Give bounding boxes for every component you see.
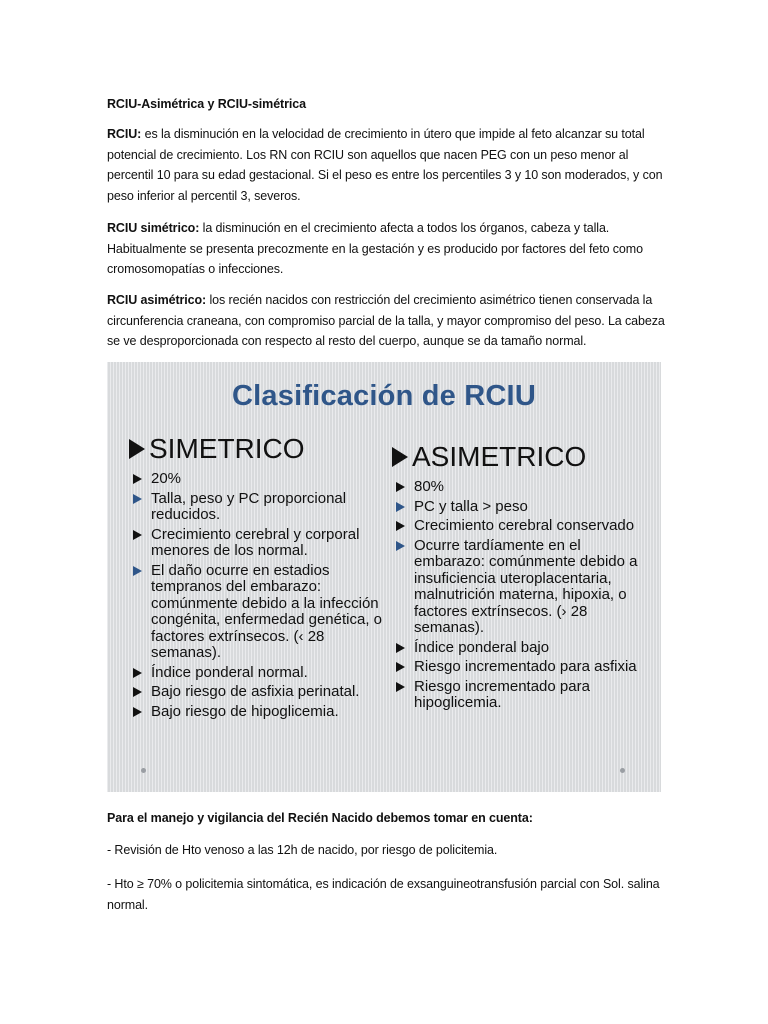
list-item	[129, 704, 384, 721]
column-heading-label: SIMETRICO	[149, 433, 305, 464]
paragraph-revision-hto: - Revisión de Hto venoso a las 12h de nacido, por riesgo de policitemia.	[107, 843, 498, 857]
list-item-text: Índice ponderal normal.	[151, 663, 308, 681]
paragraph-text: la disminución en el crecimiento afecta a todos los órganos, cabeza y talla. Habitualmente se presenta precozmente en la gestación y es producido por factores del feto como cromosomopatías o infecciones.	[107, 221, 643, 276]
list-item-text: Índice ponderal bajo	[414, 638, 550, 656]
document-title: RCIU-Asimétrica y RCIU-simétrica	[107, 97, 306, 111]
triangle-bullet-icon	[396, 662, 405, 672]
paragraph-rciu-definition	[107, 124, 667, 206]
triangle-bullet-icon	[396, 521, 405, 531]
list-item	[392, 640, 654, 657]
triangle-bullet-icon	[133, 474, 142, 484]
list-item-text: PC y talla > peso	[414, 497, 528, 515]
list-item-text: 80%	[414, 478, 445, 495]
paragraph-rciu-simetrico	[107, 218, 667, 280]
list-item	[392, 538, 654, 637]
list-item	[129, 563, 384, 662]
term-rciu: RCIU:	[107, 127, 142, 141]
triangle-bullet-icon	[133, 668, 142, 678]
column-heading-label: ASIMETRICO	[412, 441, 587, 472]
list-item	[392, 499, 654, 516]
slide-column-asimetrico	[392, 440, 654, 715]
list-item	[392, 659, 654, 676]
paragraph-text: los recién nacidos con restricción del crecimiento asimétrico tienen conservada la circunferencia craneana, con compromiso parcial de la talla, y mayor compromiso del peso. La cabeza se ve desproporcionada con respecto al resto del cuerpo, aunque se da tamaño normal.	[107, 293, 665, 348]
list-item-text: El daño ocurre en estadios tempranos del embarazo: comúnmente debido a la infección congénita, enfermedad genética, o factores extrínsecos. (‹ 28 semanas).	[151, 561, 382, 661]
decorative-dot	[141, 768, 146, 773]
list-item	[129, 471, 384, 488]
classification-slide-image	[107, 362, 661, 792]
list-item	[129, 665, 384, 682]
list-item-text: Ocurre tardíamente en el embarazo: comúnmente debido a insuficiencia uteroplacentaria, malnutrición materna, hipoxia, o factores extrínsecos. (› 28 semanas).	[414, 536, 638, 636]
triangle-bullet-icon	[133, 530, 142, 540]
triangle-bullet-icon	[396, 541, 405, 551]
bullet-list	[129, 471, 384, 720]
term-rciu-simetrico: RCIU simétrico:	[107, 221, 200, 235]
list-item	[392, 679, 654, 712]
triangle-bullet-icon	[396, 482, 405, 492]
column-heading	[392, 440, 654, 474]
list-item	[129, 527, 384, 560]
triangle-bullet-icon	[396, 643, 405, 653]
slide-column-simetrico	[129, 432, 384, 723]
triangle-bullet-icon	[133, 707, 142, 717]
triangle-bullet-icon	[129, 439, 145, 459]
column-heading	[129, 432, 384, 466]
list-item	[129, 491, 384, 524]
paragraph-rciu-asimetrico	[107, 290, 667, 352]
list-item-text: 20%	[151, 470, 182, 487]
list-item-text: Riesgo incrementado para hipoglicemia.	[414, 677, 590, 711]
triangle-bullet-icon	[396, 502, 405, 512]
paragraph-text: es la disminución en la velocidad de crecimiento in útero que impide al feto alcanzar su total potencial de crecimiento. Los RN con RCIU son aquellos que nacen PEG con un peso menor al percentil 10 para su edad gestacional. Si el peso es entre los percentiles 3 y 10 son moderados, y con peso inferior al percentil 3, severos.	[107, 127, 663, 203]
list-item-text: Crecimiento cerebral conservado	[414, 517, 635, 534]
paragraph-hto-policitemia: - Hto ≥ 70% o policitemia sintomática, es indicación de exsanguineotransfusión parcial con Sol. salina normal.	[107, 877, 660, 912]
triangle-bullet-icon	[392, 447, 408, 467]
triangle-bullet-icon	[133, 494, 142, 504]
list-item-text: Bajo riesgo de hipoglicemia.	[151, 702, 339, 720]
triangle-bullet-icon	[396, 682, 405, 692]
section-heading-manejo: Para el manejo y vigilancia del Recién Nacido debemos tomar en cuenta:	[107, 811, 533, 825]
list-item-text: Talla, peso y PC proporcional reducidos.	[151, 489, 347, 523]
bullet-list	[392, 479, 654, 712]
decorative-dot	[620, 768, 625, 773]
list-item-text: Bajo riesgo de asfixia perinatal.	[151, 683, 360, 700]
term-rciu-asimetrico: RCIU asimétrico:	[107, 293, 207, 307]
triangle-bullet-icon	[133, 687, 142, 697]
list-item	[392, 518, 654, 535]
slide-title: Clasificación de RCIU	[232, 380, 536, 412]
list-item	[392, 479, 654, 496]
list-item	[129, 684, 384, 701]
list-item-text: Riesgo incrementado para asfixia	[414, 658, 637, 675]
list-item-text: Crecimiento cerebral y corporal menores de los normal.	[151, 525, 360, 559]
triangle-bullet-icon	[133, 566, 142, 576]
